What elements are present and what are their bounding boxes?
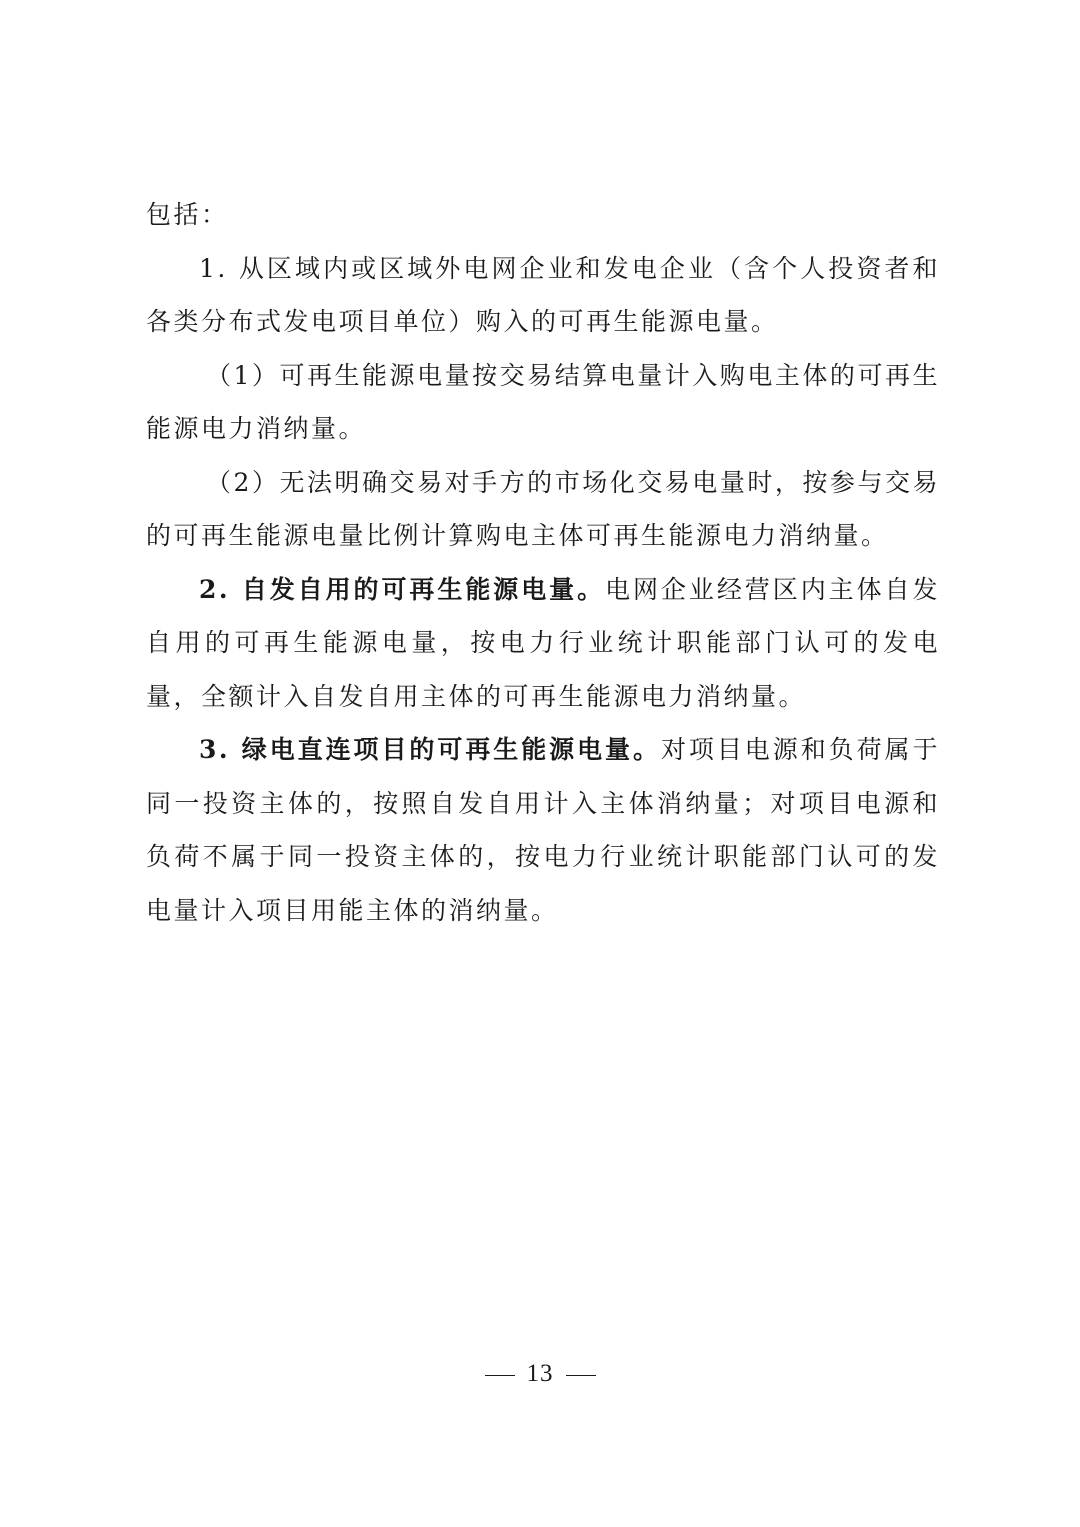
intro-text: 包括：	[146, 200, 229, 229]
item-1-text: 1. 从区域内或区域外电网企业和发电企业（含个人投资者和各类分布式发电项目单位）购入的可再生能源电量。	[146, 253, 940, 336]
sub-item-1-paragraph: （1）可再生能源电量按交易结算电量计入购电主体的可再生能源电力消纳量。	[146, 360, 940, 443]
item-3-paragraph	[146, 723, 940, 937]
document-body	[146, 188, 940, 937]
item-2-heading: 2. 自发自用的可再生能源电量。	[199, 574, 606, 604]
page-footer	[0, 1360, 1080, 1388]
left-dash	[485, 1375, 515, 1377]
item-2-body: 电网企业经营区内主体自发自用的可再生能源电量，按电力行业统计职能部门认可的发电量，全额计入自发自用主体的可再生能源电力消纳量。	[146, 574, 940, 711]
right-dash	[566, 1375, 596, 1377]
page-number: 13	[526, 1360, 554, 1387]
item-3-body: 对项目电源和负荷属于同一投资主体的，按照自发自用计入主体消纳量；对项目电源和负荷不属于同一投资主体的，按电力行业统计职能部门认可的发电量计入项目用能主体的消纳量。	[146, 735, 940, 925]
item-3-heading: 3. 绿电直连项目的可再生能源电量。	[199, 735, 661, 764]
item-2-paragraph	[146, 563, 940, 724]
item-1-paragraph	[146, 242, 940, 349]
sub-item-2-paragraph: （2）无法明确交易对手方的市场化交易电量时，按参与交易的可再生能源电量比例计算购电主体可再生能源电力消纳量。	[146, 467, 940, 550]
